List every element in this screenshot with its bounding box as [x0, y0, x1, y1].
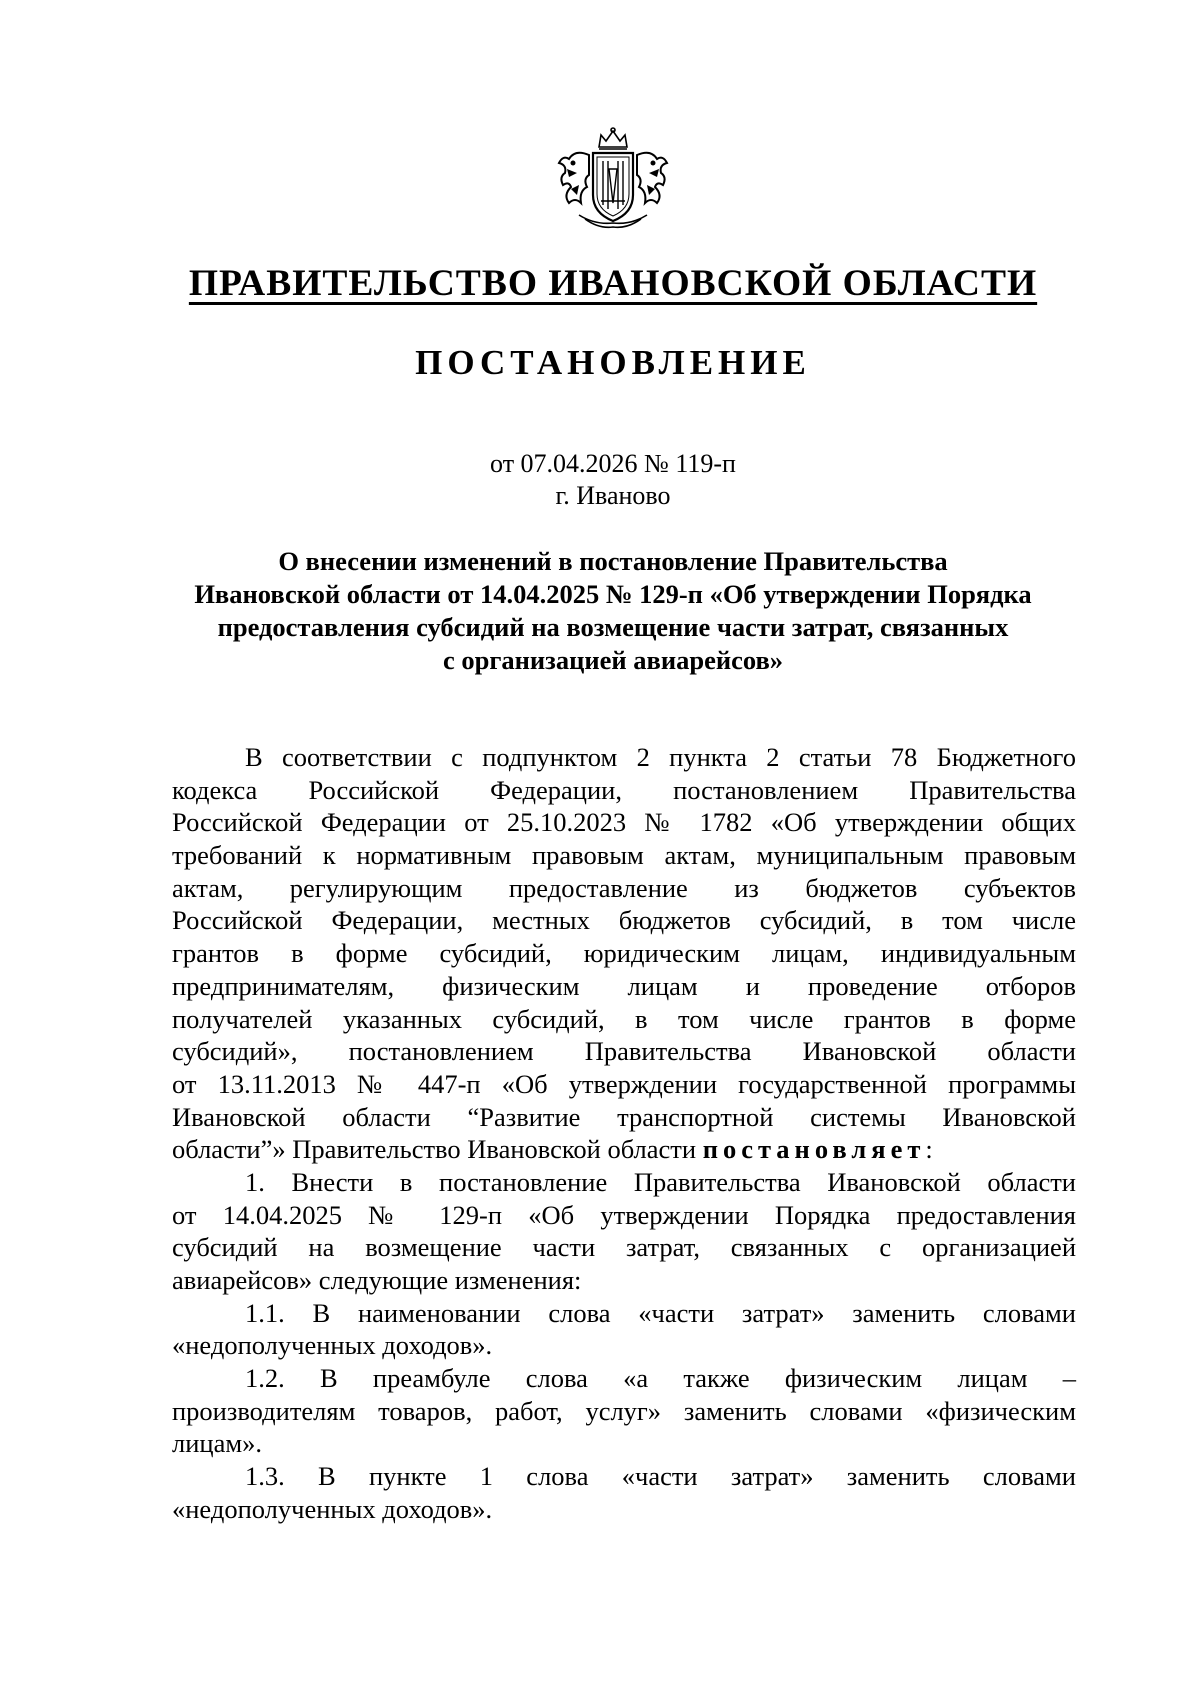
item-1-2-line: 1.2. В преамбуле слова «а также физическим лицам –	[245, 1363, 1076, 1394]
item-1-3-last-line: «недополученных доходов».	[172, 1493, 493, 1524]
preamble-line: субсидий», постановлением Правительства Ивановской области	[172, 1036, 1076, 1067]
item-1-line: 1. Внести в постановление Правительства Ивановской области	[245, 1166, 1076, 1197]
document-date-number: от 07.04.2026 № 119-п	[490, 449, 736, 478]
preamble-line: грантов в форме субсидий, юридическим лицам, индивидуальным	[172, 938, 1076, 969]
preamble-line: В соответствии с подпунктом 2 пункта 2 статьи 78 Бюджетного	[245, 742, 1076, 772]
preamble-line: получателей указанных субсидий, в том числе грантов в форме	[172, 1003, 1076, 1034]
organization-title: ПРАВИТЕЛЬСТВО ИВАНОВСКОЙ ОБЛАСТИ	[188, 263, 1038, 304]
item-1-1-line: 1.1. В наименовании слова «части затрат» заменить словами	[245, 1297, 1076, 1328]
subject-line: О внесении изменений в постановление Правительства	[278, 546, 948, 576]
item-1-2-line: производителям товаров, работ, услуг» заменить словами «физическим	[172, 1395, 1076, 1426]
preamble-line: предпринимателям, физическим лицам и проведение отборов	[172, 970, 1076, 1001]
item-1-3-line: 1.3. В пункте 1 слова «части затрат» заменить словами	[245, 1461, 1076, 1492]
preamble-last-text: области”» Правительство Ивановской области	[172, 1134, 703, 1165]
document-subject	[172, 545, 1054, 677]
item-1-last-line: авиарейсов» следующие изменения:	[172, 1265, 582, 1295]
coat-of-arms-icon	[549, 125, 677, 229]
item-1-1-last-line: «недополученных доходов».	[172, 1330, 493, 1361]
subject-line: предоставления субсидий на возмещение части затрат, связанных	[217, 612, 1009, 642]
preamble-line: кодекса Российской Федерации, постановлением Правительства	[172, 774, 1076, 805]
subject-line: с организацией авиарейсов»	[442, 645, 784, 675]
preamble-line: актам, регулирующим предоставление из бюджетов субъектов	[172, 872, 1076, 903]
document-body	[172, 741, 1076, 1526]
preamble-line: Российской Федерации, местных бюджетов субсидий, в том числе	[172, 905, 1076, 936]
preamble-line: от 13.11.2013 № 447-п «Об утверждении государственной программы	[172, 1068, 1076, 1099]
decree-word: постановляет	[702, 1134, 926, 1165]
document-city: г. Иваново	[555, 481, 671, 510]
subject-line: Ивановской области от 14.04.2025 № 129-п «Об утверждении Порядка	[194, 579, 1032, 609]
preamble-line: требований к нормативным правовым актам, муниципальным правовым	[172, 840, 1076, 871]
preamble-last-line	[172, 1133, 1076, 1166]
item-1-line: субсидий на возмещение части затрат, связанных с организацией	[172, 1232, 1076, 1263]
item-1-2-last-line: лицам».	[172, 1428, 262, 1459]
item-1-line: от 14.04.2025 № 129-п «Об утверждении Порядка предоставления	[172, 1199, 1076, 1230]
document-type-title: ПОСТАНОВЛЕНИЕ	[415, 343, 811, 382]
decree-colon: :	[925, 1134, 933, 1165]
preamble-line: Ивановской области “Развитие транспортной системы Ивановской	[172, 1101, 1076, 1132]
preamble-line: Российской Федерации от 25.10.2023 № 1782 «Об утверждении общих	[172, 807, 1076, 838]
